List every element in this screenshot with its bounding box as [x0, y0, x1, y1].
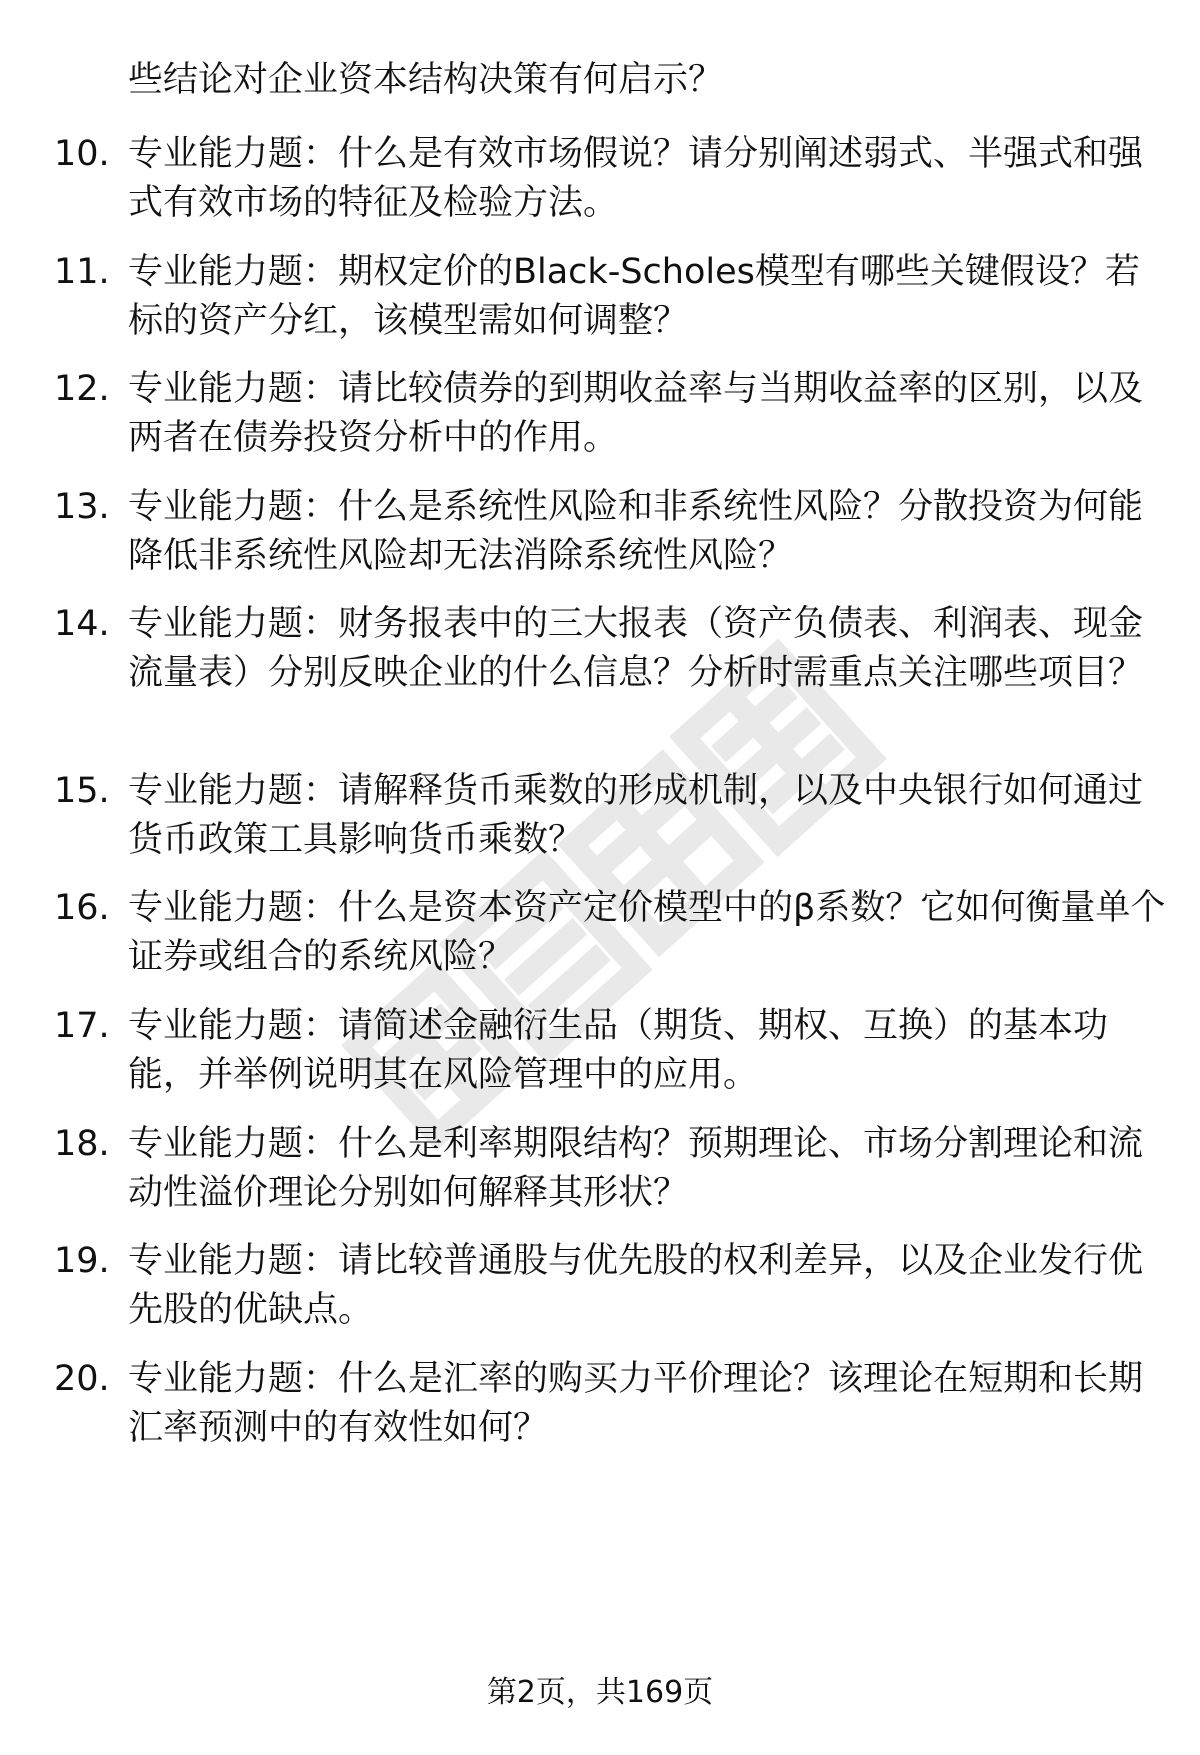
list-item-question-13	[0, 483, 1200, 581]
question-text: 专业能力题：什么是资本资产定价模型中的β系数？它如何衡量单个证券或组合的系统风险？	[128, 888, 1166, 977]
list-item-question-18	[0, 1120, 1200, 1218]
list-item-question-20	[0, 1355, 1200, 1453]
question-text: 专业能力题：请解释货币乘数的形成机制，以及中央银行如何通过货币政策工具影响货币乘数？	[128, 771, 1144, 860]
question-text: 专业能力题：请比较普通股与优先股的权利差异，以及企业发行优先股的优缺点。	[128, 1241, 1144, 1330]
list-item-question-10	[0, 130, 1200, 228]
continued-question-text: 些结论对企业资本结构决策有何启示？	[128, 60, 724, 100]
page-footer: 第2页，共169页	[486, 1675, 714, 1710]
question-number: 18.	[54, 1124, 110, 1164]
list-item-question-15	[0, 767, 1200, 865]
list-item-question-14	[0, 600, 1200, 747]
list-item-question-16	[0, 884, 1200, 982]
question-number: 20.	[54, 1359, 110, 1399]
question-number: 13.	[54, 487, 110, 527]
question-text: 专业能力题：什么是有效市场假说？请分别阐述弱式、半强式和强式有效市场的特征及检验方法。	[128, 134, 1144, 223]
question-text: 专业能力题：什么是利率期限结构？预期理论、市场分割理论和流动性溢价理论分别如何解释其形状？	[128, 1124, 1144, 1213]
question-number: 12.	[54, 369, 110, 409]
question-text: 专业能力题：什么是汇率的购买力平价理论？该理论在短期和长期汇率预测中的有效性如何？	[128, 1359, 1144, 1448]
question-text: 专业能力题：请简述金融衍生品（期货、期权、互换）的基本功能，并举例说明其在风险管理中的应用。	[128, 1006, 1109, 1095]
question-text: 专业能力题：什么是系统性风险和非系统性风险？分散投资为何能降低非系统性风险却无法消除系统性风险？	[128, 487, 1144, 576]
question-text: 专业能力题：请比较债券的到期收益率与当期收益率的区别，以及两者在债券投资分析中的作用。	[128, 369, 1144, 458]
question-number: 10.	[54, 134, 110, 174]
question-text: 专业能力题：财务报表中的三大报表（资产负债表、利润表、现金流量表）分别反映企业的什么信息？分析时需重点关注哪些项目？	[128, 604, 1144, 693]
list-item-question-12	[0, 365, 1200, 463]
question-number: 19.	[54, 1241, 110, 1281]
question-number: 11.	[54, 252, 110, 292]
list-item-question-11	[0, 248, 1200, 346]
question-number: 14.	[54, 604, 110, 644]
list-item-question-19	[0, 1237, 1200, 1335]
question-text: 专业能力题：期权定价的Black-Scholes模型有哪些关键假设？若标的资产分红，该模型需如何调整？	[128, 252, 1140, 341]
question-number: 16.	[54, 888, 110, 928]
list-item-question-17	[0, 1002, 1200, 1100]
question-number: 15.	[54, 771, 110, 811]
question-number: 17.	[54, 1006, 110, 1046]
